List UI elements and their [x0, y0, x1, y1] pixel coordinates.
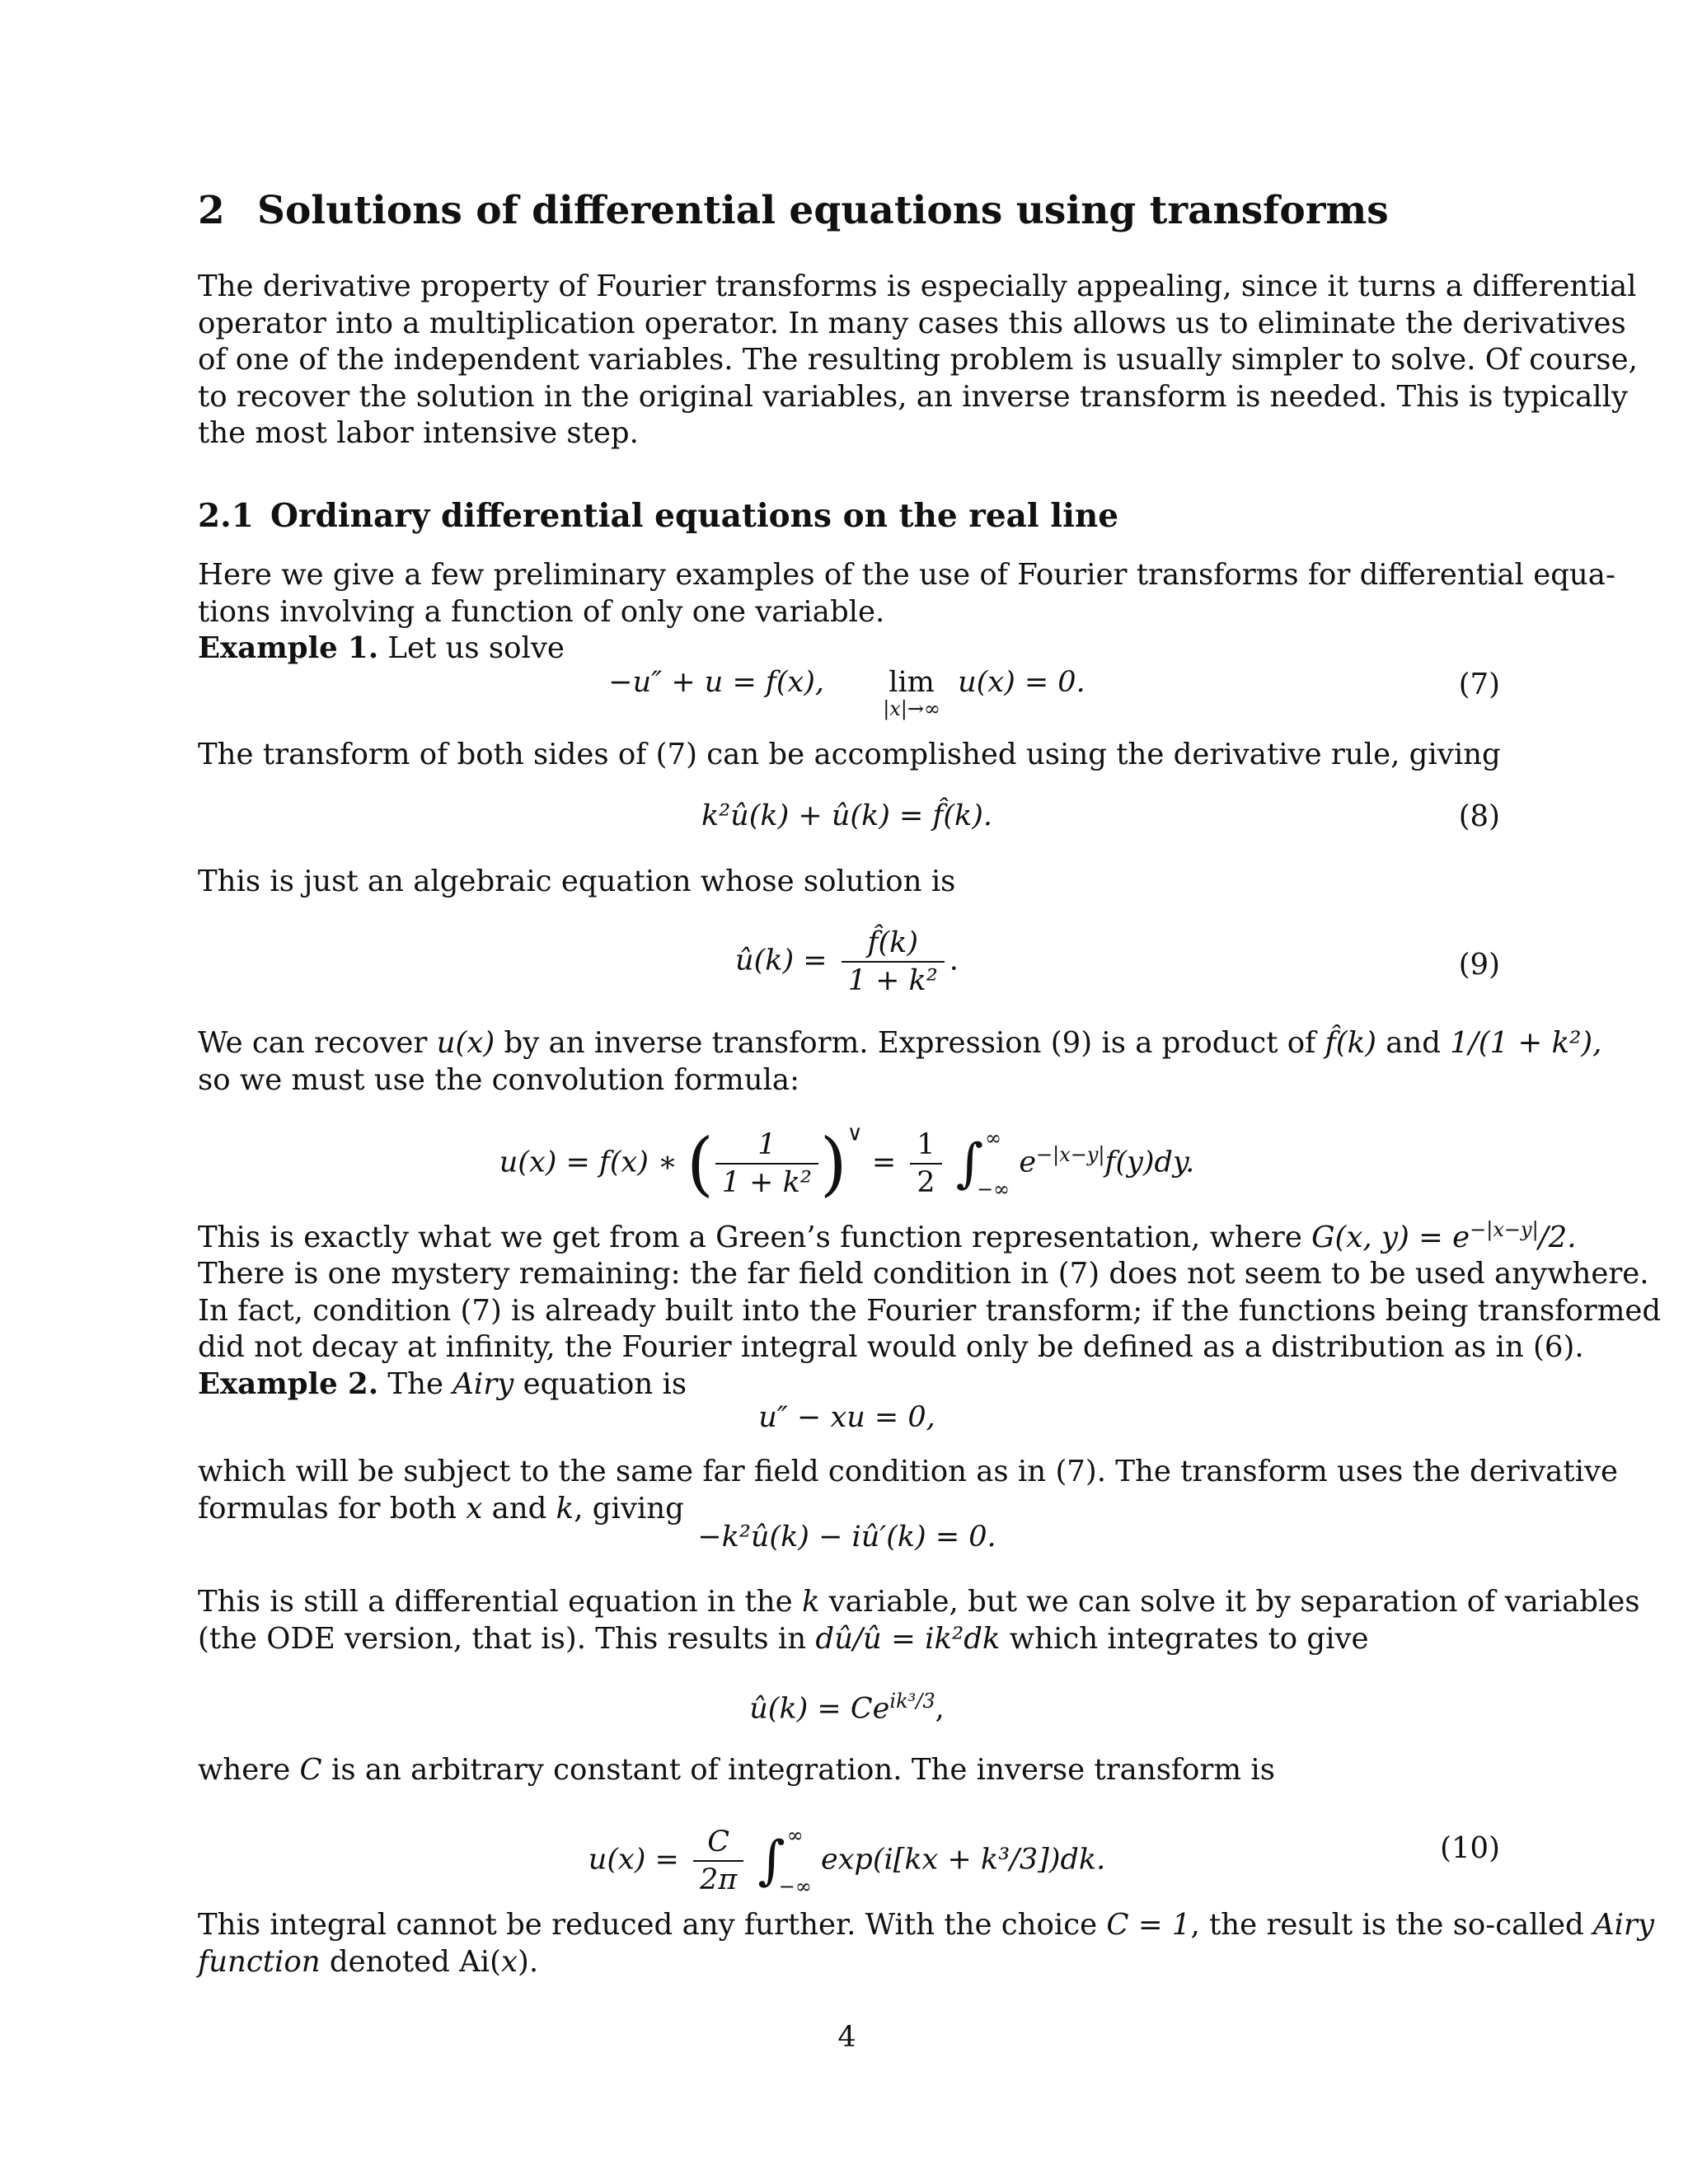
- paragraph-constant: where C is an arbitrary constant of integration. The inverse transform is: [198, 1753, 1275, 1787]
- example2-line: Example 2. The Airy equation is: [198, 1366, 687, 1401]
- example1-label: Example 1.: [198, 631, 379, 665]
- intro-line-1: The derivative property of Fourier transforms is especially appealing, since it turns a differential: [198, 269, 1637, 303]
- equation-airy: u″ − xu = 0,: [758, 1401, 935, 1434]
- equation-k-transform: −k²û(k) − iû′(k) = 0.: [697, 1521, 996, 1554]
- equation-10: u(x) = $\frac{C}{2\pi}$ ∫ ∞ −∞ exp(i[kx + k³/3])dk.: [588, 1824, 1106, 1898]
- intro-line-3: of one of the independent variables. The resulting problem is usually simpler to solve. Of course,: [198, 343, 1638, 377]
- equation-9-number: (9): [1458, 948, 1500, 982]
- equation-convolution: u(x) = f(x) ∗ ( $\frac{1}{\text{1 + k²}}$ )∨ = $\frac{1}{2}$ ∫ ∞ −∞ $e^{-|x-y|}f(y)dy$.: [499, 1121, 1195, 1204]
- subsection-number: 2.1: [198, 497, 254, 535]
- subsection-title: Ordinary differential equations on the real line: [270, 497, 1119, 535]
- paragraph-separation: This is still a differential equation in the k variable, but we can solve it by separation of variables (the ODE version, that is). This results in dû/û = ik²dk which integrates to give: [198, 1585, 1640, 1656]
- equation-7-number: (7): [1458, 668, 1500, 701]
- document-page: [198, 0, 1662, 2184]
- intro-paragraph: [198, 269, 1638, 452]
- intro-line-4: to recover the solution in the original variables, an inverse transform is needed. This is typically: [198, 379, 1629, 414]
- example1-line: [198, 630, 1496, 668]
- equation-7: [198, 666, 1496, 719]
- paragraph-preliminary: [198, 557, 1615, 668]
- equation-10-number: (10): [1440, 1831, 1500, 1865]
- intro-line-2: operator into a multiplication operator. In many cases this allows us to eliminate the derivatives: [198, 306, 1626, 340]
- paragraph-airy-function: This integral cannot be reduced any further. With the choice C = 1, the result is the so-called Airy function denoted Ai(x).: [198, 1908, 1655, 1979]
- integral-sign-10: ∫: [757, 1830, 785, 1891]
- paragraph-transform: The transform of both sides of (7) can be accomplished using the derivative rule, giving: [198, 738, 1501, 771]
- eq7-lhs: −u″ + u = f(x),: [608, 666, 825, 699]
- example1-text: Let us solve: [387, 631, 565, 665]
- equation-8-number: (8): [1458, 799, 1500, 833]
- eq9-fraction: $\frac{f̂(k)}{\text{1 + k²}}$: [842, 926, 945, 997]
- paragraph-recover: We can recover u(x) by an inverse transform. Expression (9) is a product of f̂(k) and 1/(1 + k²), so we must use the convolution formula:: [198, 1026, 1602, 1097]
- section-number: 2: [198, 188, 225, 233]
- eq7-limit: lim |x|→∞: [883, 666, 940, 720]
- paragraph-algebraic: This is just an algebraic equation whose solution is: [198, 865, 956, 898]
- example2-label: Example 2.: [198, 1366, 379, 1401]
- page-number: 4: [837, 2021, 856, 2054]
- section-title: Solutions of differential equations using transforms: [257, 188, 1389, 233]
- paragraph-far-field: which will be subject to the same far field condition as in (7). The transform uses the derivative formulas for both x and k, giving: [198, 1455, 1619, 1526]
- section-heading: [198, 188, 1389, 233]
- subsection-heading: [198, 497, 1118, 535]
- eq7-rhs: u(x) = 0.: [958, 666, 1085, 699]
- paragraph-greens: This is exactly what we get from a Green’s function representation, where G(x, $y) = e^{-|x-y|}/2$. There is one mystery remaining: the far field condition in (7) does not seem to be used anywhere. In fact, condition (7) is already built into the Fourier transform; if the functions being transformed did not decay at infinity, the Fourier integral would only be defined as a distribution as in (6). Example 2. The Airy equation is: [198, 1212, 1496, 1403]
- p1-line-2: tions involving a function of only one variable.: [198, 594, 885, 629]
- equation-9: û(k) = $\frac{f̂(k)}{\text{1 + k²}}$ .: [735, 926, 959, 997]
- integral-sign: ∫: [955, 1133, 984, 1194]
- intro-line-5: the most labor intensive step.: [198, 416, 639, 450]
- equation-8: k²û(k) + û(k) = f̂(k).: [701, 799, 993, 832]
- equation-uhat: û(k) = $Ce^{ik^3/3}$,: [749, 1690, 945, 1726]
- p1-line-1: Here we give a few preliminary examples of the use of Fourier transforms for differential equa-: [198, 558, 1615, 592]
